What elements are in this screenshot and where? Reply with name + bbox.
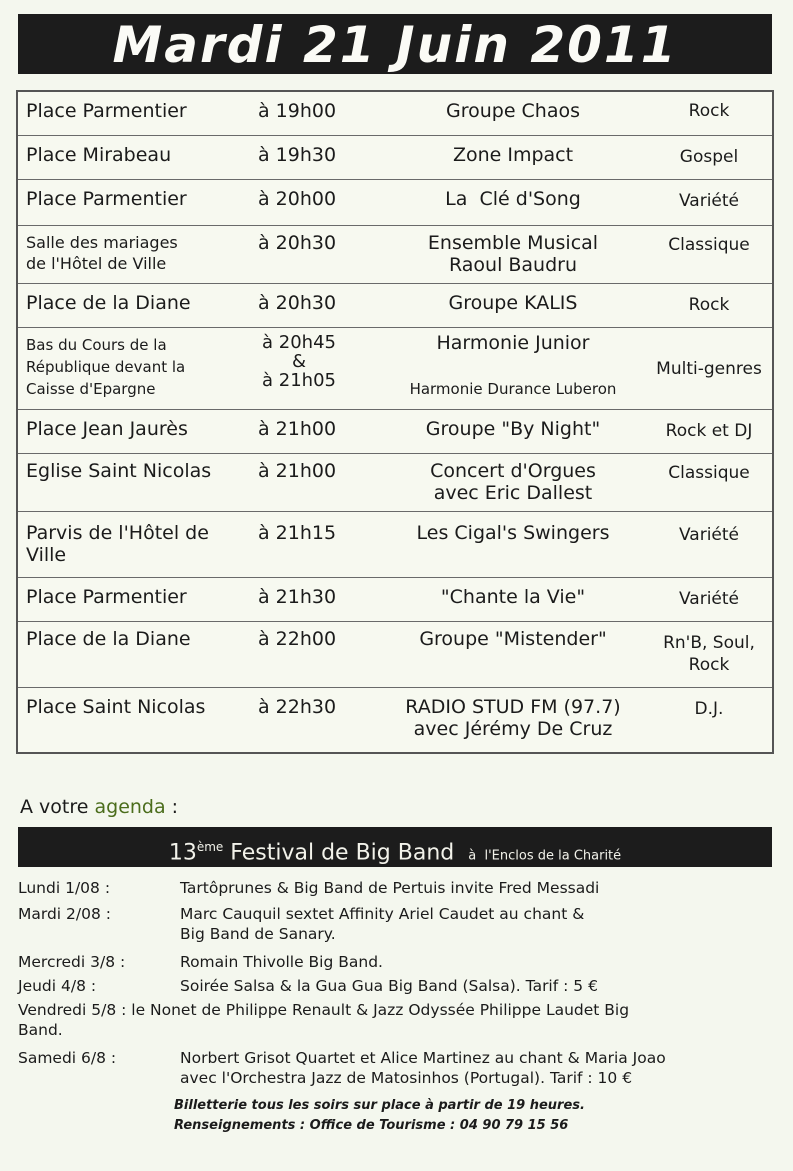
venue-line: Ville xyxy=(26,544,67,566)
agenda-word: agenda xyxy=(94,796,166,818)
table-row xyxy=(18,454,772,512)
time: à 21h00 xyxy=(258,460,337,482)
event-desc: Romain Thivolle Big Band. xyxy=(180,953,383,971)
venue xyxy=(26,232,251,274)
agenda-heading xyxy=(20,796,178,818)
event-desc-line: Big Band de Sanary. xyxy=(180,925,336,943)
venue xyxy=(26,522,251,566)
venue-line: Bas du Cours de la xyxy=(26,336,167,354)
genre xyxy=(643,632,775,676)
venue: Place Saint Nicolas xyxy=(26,696,206,718)
act: Groupe Chaos xyxy=(445,100,581,122)
genre-line: Rn'B, Soul, xyxy=(663,633,755,653)
genre: Multi-genres xyxy=(656,359,762,379)
table-row xyxy=(18,136,772,180)
table-row xyxy=(18,578,772,622)
time-line: & xyxy=(291,351,307,372)
act xyxy=(363,232,663,276)
table-row xyxy=(18,622,772,688)
page-title: Mardi 21 Juin 2011 xyxy=(18,14,772,74)
venue-line: République devant la xyxy=(26,358,186,376)
venue: Place Parmentier xyxy=(26,188,187,210)
event-day: Mardi 2/08 : xyxy=(18,905,111,923)
act xyxy=(363,332,663,400)
genre: D.J. xyxy=(694,699,724,719)
act: Groupe KALIS xyxy=(448,292,578,314)
venue: Place de la Diane xyxy=(26,292,191,314)
ticket-info: Billetterie tous les soirs sur place à partir de 19 heures. xyxy=(174,1098,585,1113)
event-day: Mercredi 3/8 : xyxy=(18,953,126,971)
festival-number: 13 xyxy=(168,840,197,866)
genre: Rock et DJ xyxy=(665,421,753,441)
event-desc-line: avec l'Orchestra Jazz de Matosinhos (Portugal). Tarif : 10 € xyxy=(180,1069,633,1087)
event-line: Band. xyxy=(18,1021,63,1039)
festival-ordinal: ème xyxy=(196,840,224,854)
festival-location: à l'Enclos de la Charité xyxy=(468,848,622,864)
venue: Place Mirabeau xyxy=(26,144,172,166)
act xyxy=(363,696,663,740)
time: à 22h30 xyxy=(258,696,337,718)
genre: Classique xyxy=(668,235,750,255)
act: La Clé d'Song xyxy=(445,188,581,210)
act-line: Harmonie Durance Luberon xyxy=(409,380,617,398)
time: à 19h00 xyxy=(258,100,337,122)
time-line: à 21h05 xyxy=(262,370,336,391)
list-item xyxy=(18,1000,778,1040)
venue xyxy=(26,334,251,400)
table-row xyxy=(18,688,772,752)
act-line: RADIO STUD FM (97.7) xyxy=(405,696,621,718)
time: à 21h15 xyxy=(258,522,337,544)
schedule-table xyxy=(16,90,774,754)
event-desc: Soirée Salsa & la Gua Gua Big Band (Salsa). Tarif : 5 € xyxy=(180,977,598,995)
time: à 20h30 xyxy=(258,292,337,314)
time: à 20h00 xyxy=(258,188,337,210)
act-line: Harmonie Junior xyxy=(436,332,590,354)
table-row xyxy=(18,226,772,284)
genre: Variété xyxy=(678,589,740,609)
venue-line: Salle des mariages xyxy=(26,233,178,252)
act: "Chante la Vie" xyxy=(440,586,586,608)
venue: Eglise Saint Nicolas xyxy=(26,460,212,482)
festival-name: Festival de Big Band xyxy=(223,840,455,866)
event-desc xyxy=(180,904,778,944)
table-row xyxy=(18,410,772,454)
event-desc-line: Norbert Grisot Quartet et Alice Martinez au chant & Maria Joao xyxy=(180,1049,666,1067)
act: Groupe "Mistender" xyxy=(419,628,607,650)
genre-line: Rock xyxy=(688,655,730,675)
act-line: Ensemble Musical xyxy=(427,232,599,254)
venue: Place Jean Jaurès xyxy=(26,418,188,440)
agenda-colon: : xyxy=(165,796,179,818)
genre: Gospel xyxy=(679,147,739,167)
act: Groupe "By Night" xyxy=(425,418,601,440)
event-desc-line: Marc Cauquil sextet Affinity Ariel Caudet au chant & xyxy=(180,905,585,923)
event-line: Vendredi 5/8 : le Nonet de Philippe Renault & Jazz Odyssée Philippe Laudet Big xyxy=(18,1001,630,1019)
festival-banner xyxy=(18,827,772,867)
time xyxy=(258,332,340,392)
time: à 22h00 xyxy=(258,628,337,650)
time-line: à 20h45 xyxy=(262,332,336,353)
venue: Place de la Diane xyxy=(26,628,191,650)
act-line: Raoul Baudru xyxy=(448,254,578,276)
agenda-prefix: A votre xyxy=(20,796,89,818)
genre: Rock xyxy=(688,295,730,315)
time: à 21h00 xyxy=(258,418,337,440)
table-row xyxy=(18,512,772,578)
venue-line: Parvis de l'Hôtel de xyxy=(26,522,209,544)
genre: Classique xyxy=(668,463,750,483)
table-row xyxy=(18,92,772,136)
time: à 21h30 xyxy=(258,586,337,608)
table-row xyxy=(18,328,772,410)
act xyxy=(363,460,663,504)
event-day: Lundi 1/08 : xyxy=(18,879,111,897)
genre: Rock xyxy=(688,101,730,121)
venue: Place Parmentier xyxy=(26,586,187,608)
event-day: Samedi 6/8 : xyxy=(18,1049,117,1067)
act: Zone Impact xyxy=(452,144,574,166)
genre: Variété xyxy=(678,191,740,211)
genre: Variété xyxy=(678,525,740,545)
act: Les Cigal's Swingers xyxy=(416,522,610,544)
contact-info: Renseignements : Office de Tourisme : 04 90 79 15 56 xyxy=(174,1118,569,1133)
event-desc: Tartôprunes & Big Band de Pertuis invite Fred Messadi xyxy=(180,879,600,897)
event-desc xyxy=(180,1048,778,1088)
table-row xyxy=(18,180,772,226)
event-day: Jeudi 4/8 : xyxy=(18,977,97,995)
act-line: avec Eric Dallest xyxy=(433,482,593,504)
venue: Place Parmentier xyxy=(26,100,187,122)
time: à 20h30 xyxy=(258,232,337,254)
act-line: avec Jérémy De Cruz xyxy=(413,718,613,740)
venue-line: Caisse d'Epargne xyxy=(26,380,156,398)
table-row xyxy=(18,284,772,328)
venue-line: de l'Hôtel de Ville xyxy=(26,254,167,273)
act-line: Concert d'Orgues xyxy=(430,460,596,482)
time: à 19h30 xyxy=(258,144,337,166)
